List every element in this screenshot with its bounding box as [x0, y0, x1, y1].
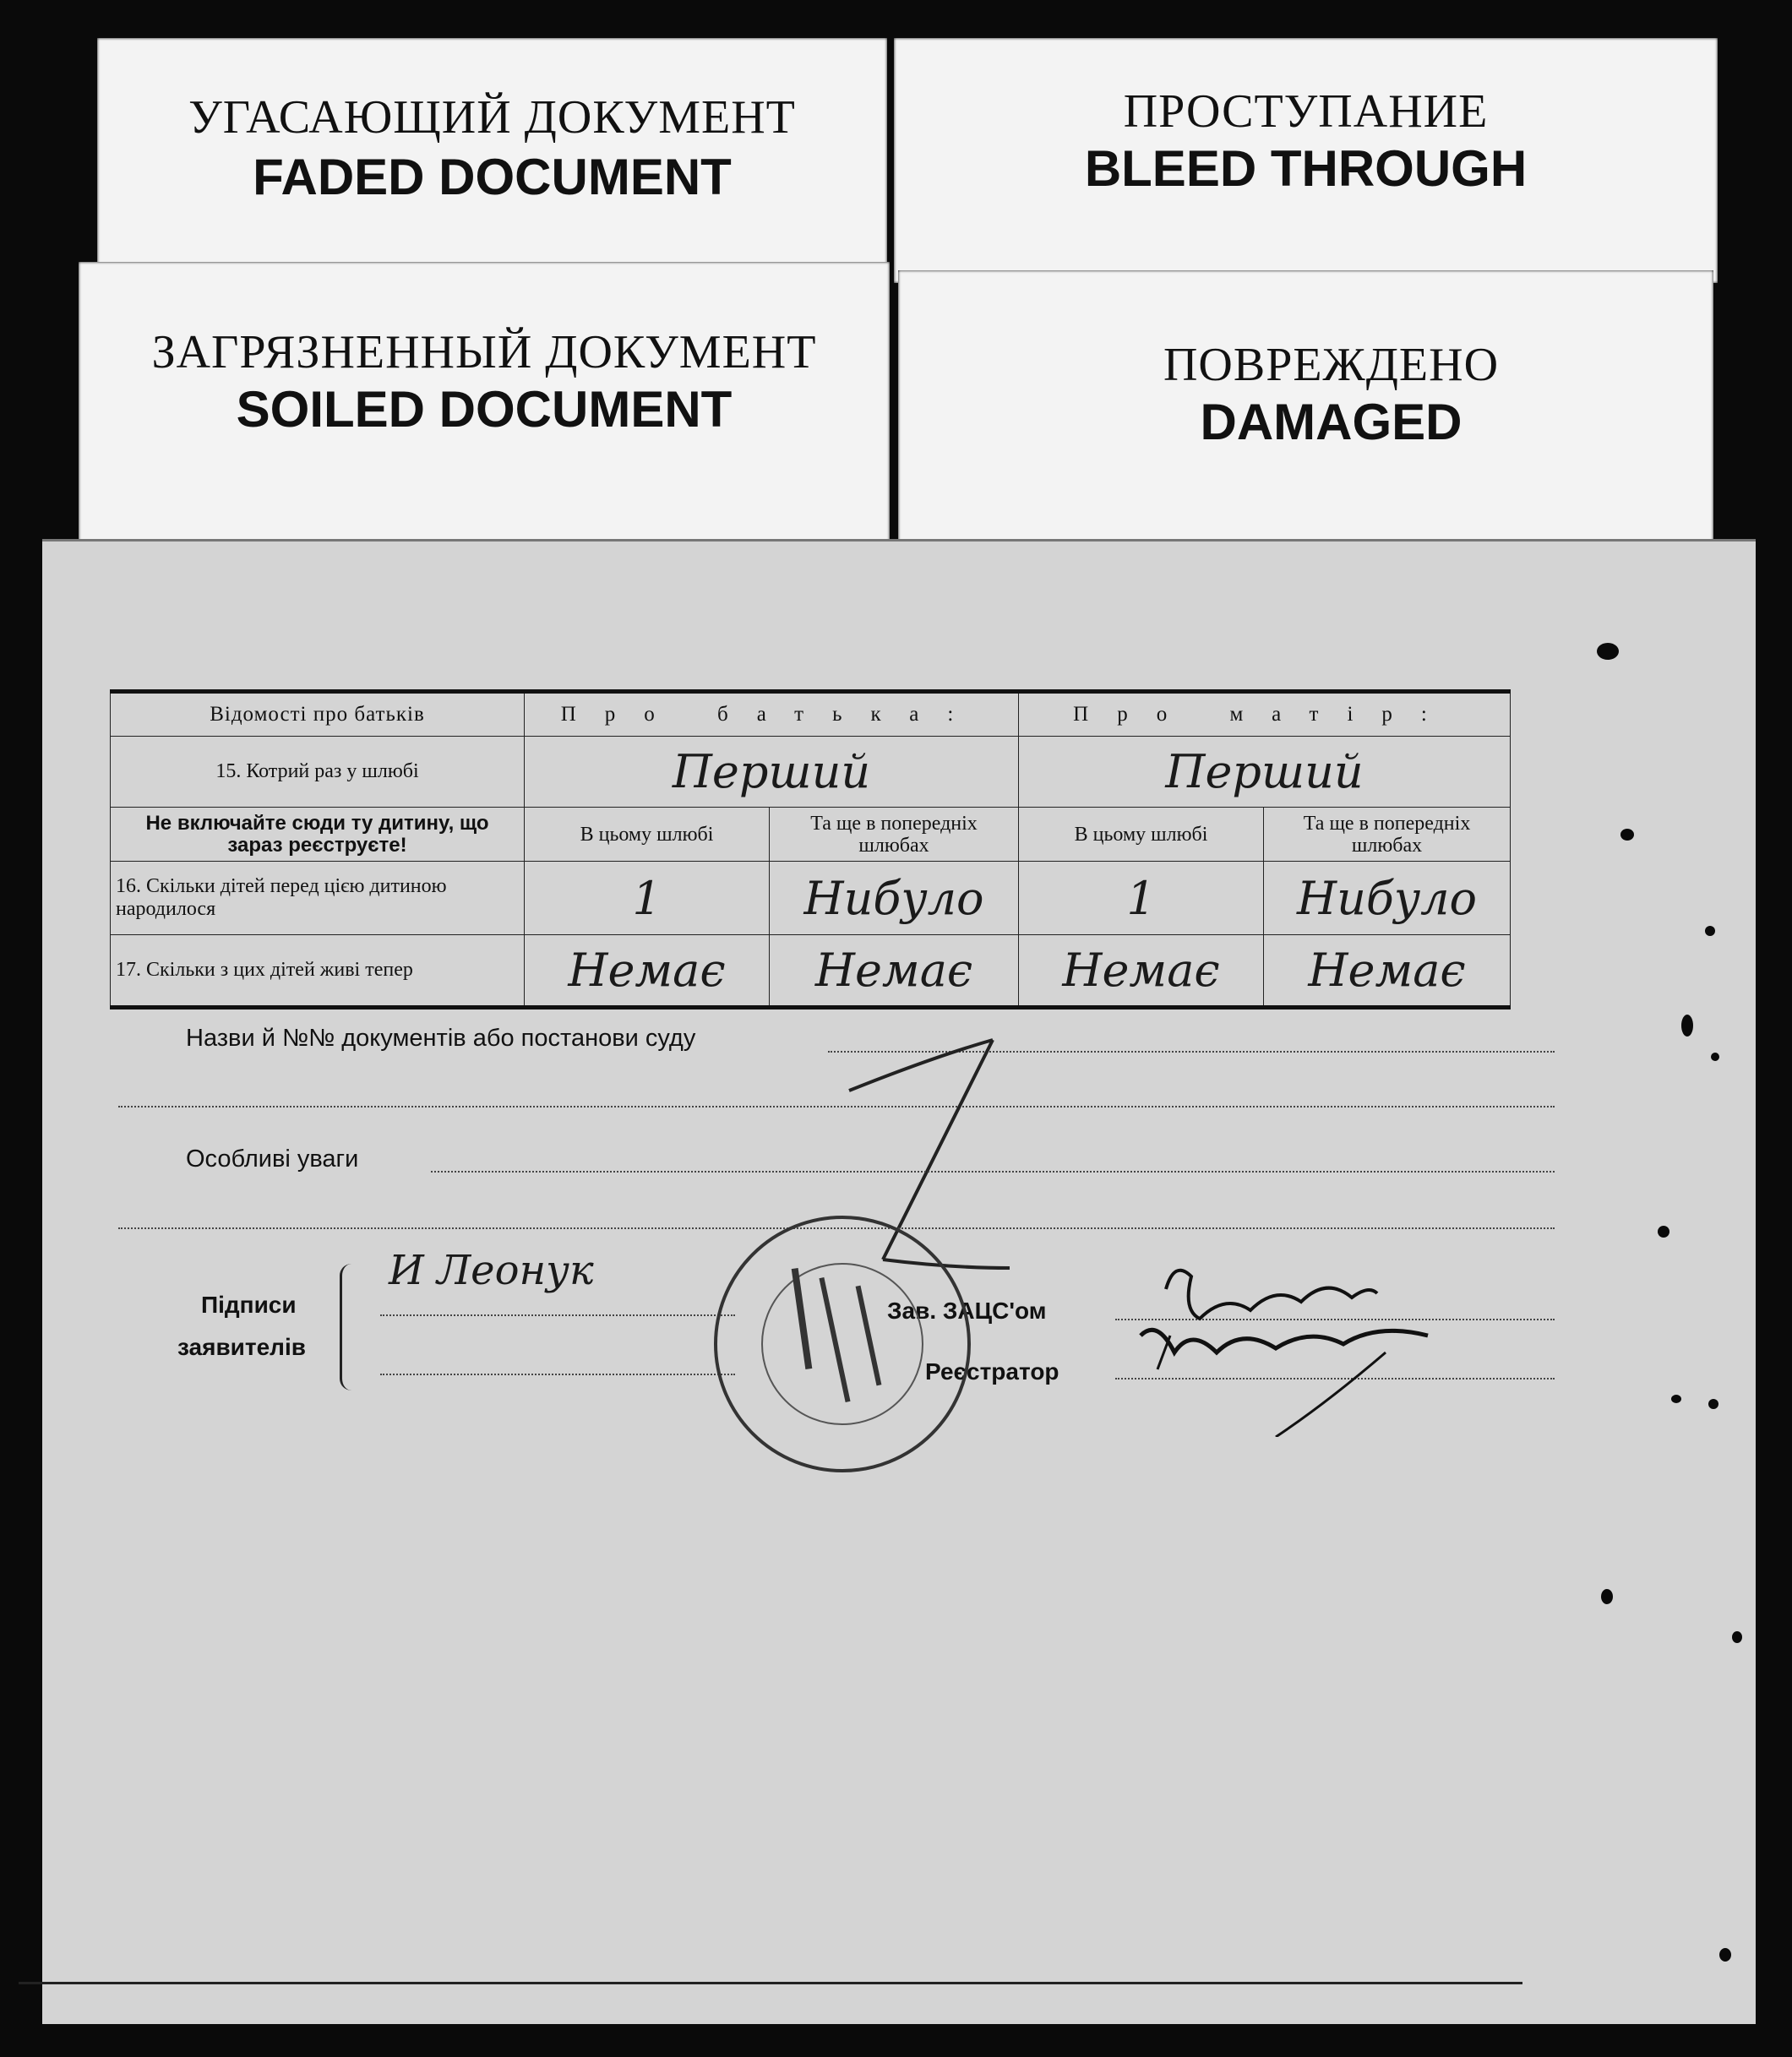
father-marriage-number: Перший — [525, 737, 1019, 808]
mother-this-alive: Немає — [1019, 935, 1264, 1008]
row-label: 16. Скільки дітей перед цією дитиною народилося — [111, 862, 525, 935]
parents-info-table — [110, 689, 1511, 1009]
table-row — [111, 737, 1511, 808]
card-title-ru: ПОВРЕЖДЕНО — [1163, 339, 1500, 391]
father-this-children: 1 — [525, 862, 770, 935]
applicant-signature: И Леонук — [389, 1247, 594, 1294]
mother-prev-children: Нибуло — [1264, 862, 1511, 935]
table-row — [111, 862, 1511, 935]
header-parents-info: Відомості про батьків — [111, 692, 525, 737]
damage-hole — [1681, 1015, 1693, 1037]
card-title-ru: УГАСАЮЩИЙ ДОКУМЕНТ — [188, 91, 796, 144]
brace — [340, 1264, 359, 1390]
table-subheader-row — [111, 808, 1511, 862]
warning-note: Не включайте сюди ту дитину, що зараз реєструєте! — [111, 808, 525, 862]
mother-marriage-number: Перший — [1019, 737, 1511, 808]
register-sheet — [42, 539, 1756, 2024]
soiled-document-card — [79, 262, 890, 549]
row-label: 15. Котрий раз у шлюбі — [111, 737, 525, 808]
faded-document-card — [97, 38, 887, 283]
father-this-alive: Немає — [525, 935, 770, 1008]
damaged-card — [898, 270, 1713, 549]
registrar-label: Реєстратор — [925, 1358, 1059, 1385]
damage-hole — [1620, 829, 1634, 841]
applicants-label: заявителів — [177, 1334, 306, 1360]
signature-line — [380, 1314, 735, 1316]
subheader-this-marriage: В цьому шлюбі — [525, 808, 770, 862]
card-title-ru: ЗАГРЯЗНЕННЫЙ ДОКУМЕНТ — [151, 326, 817, 378]
mother-this-children: 1 — [1019, 862, 1264, 935]
damage-hole — [1658, 1226, 1669, 1238]
damage-hole — [1711, 1053, 1719, 1061]
damage-hole — [1597, 643, 1619, 660]
bleed-through-card — [894, 38, 1718, 283]
mother-prev-alive: Немає — [1264, 935, 1511, 1008]
damage-hole — [1732, 1631, 1742, 1643]
documents-label: Назви й №№ документів або постанови суду — [186, 1025, 696, 1052]
damage-hole — [1705, 926, 1715, 936]
header-mother: Про матір: — [1019, 692, 1511, 737]
damage-hole — [1671, 1395, 1681, 1403]
card-title-en: SOILED DOCUMENT — [236, 381, 733, 438]
table-header-row — [111, 692, 1511, 737]
damage-hole — [1601, 1589, 1613, 1604]
card-title-en: DAMAGED — [1200, 394, 1462, 450]
subheader-previous-marriages: Та ще в попередніх шлюбах — [770, 808, 1019, 862]
damage-hole — [1719, 1948, 1731, 1962]
head-label: Зав. ЗАЦС'ом — [887, 1298, 1047, 1324]
row-label: 17. Скільки з цих дітей живі тепер — [111, 935, 525, 1008]
remarks-line — [431, 1171, 1555, 1173]
signature-line-2 — [380, 1374, 735, 1375]
signatures-label: Підписи — [201, 1292, 297, 1318]
card-title-ru: ПРОСТУПАНИЕ — [1123, 85, 1489, 138]
header-father: Про батька: — [525, 692, 1019, 737]
subheader-previous-marriages: Та ще в попередніх шлюбах — [1264, 808, 1511, 862]
remarks-label: Особливі уваги — [186, 1145, 359, 1173]
father-prev-children: Нибуло — [770, 862, 1019, 935]
card-title-en: BLEED THROUGH — [1084, 140, 1528, 197]
table-row — [111, 935, 1511, 1008]
official-stamp — [705, 1209, 980, 1479]
bottom-rule — [19, 1982, 1522, 1984]
damage-hole — [1708, 1399, 1718, 1409]
father-prev-alive: Немає — [770, 935, 1019, 1008]
card-title-en: FADED DOCUMENT — [253, 149, 732, 205]
official-signatures — [1107, 1243, 1512, 1437]
subheader-this-marriage: В цьому шлюбі — [1019, 808, 1264, 862]
